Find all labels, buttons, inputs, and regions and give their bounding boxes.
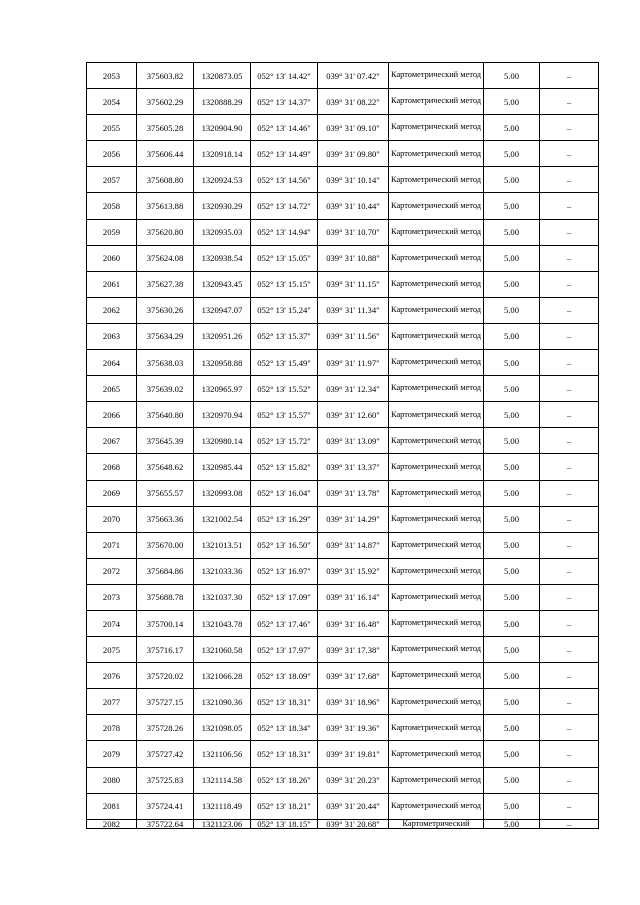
point-number-cell: 2064 [87,350,137,376]
longitude-cell: 039° 31' 13.78" [318,480,389,506]
note-cell: – [540,663,599,689]
latitude-cell: 052° 13' 18.31" [251,741,318,767]
accuracy-cell: 5.00 [484,663,540,689]
coordinates-page [86,62,598,829]
accuracy-cell: 5.00 [484,219,540,245]
longitude-cell: 039° 31' 09.10" [318,115,389,141]
point-number-cell: 2077 [87,689,137,715]
accuracy-cell: 5.00 [484,819,540,828]
point-number-cell: 2061 [87,271,137,297]
latitude-cell: 052° 13' 18.15" [251,819,318,828]
table-row [87,532,599,558]
point-number-cell: 2076 [87,663,137,689]
latitude-cell: 052° 13' 18.31" [251,689,318,715]
accuracy-cell: 5.00 [484,793,540,819]
point-number-cell: 2080 [87,767,137,793]
method-cell: Картометрический метод [389,245,484,271]
latitude-cell: 052° 13' 14.42" [251,63,318,89]
longitude-cell: 039° 31' 20.23" [318,767,389,793]
accuracy-cell: 5.00 [484,297,540,323]
note-cell: – [540,167,599,193]
longitude-cell: 039° 31' 10.44" [318,193,389,219]
latitude-cell: 052° 13' 17.97" [251,637,318,663]
point-number-cell: 2057 [87,167,137,193]
latitude-cell: 052° 13' 18.09" [251,663,318,689]
table-row [87,63,599,89]
latitude-cell: 052° 13' 18.26" [251,767,318,793]
coord-y-cell: 1320958.88 [194,350,251,376]
latitude-cell: 052° 13' 14.46" [251,115,318,141]
coord-y-cell: 1320980.14 [194,428,251,454]
note-cell: – [540,219,599,245]
latitude-cell: 052° 13' 16.97" [251,558,318,584]
note-cell: – [540,610,599,636]
longitude-cell: 039° 31' 08.22" [318,89,389,115]
method-cell: Картометрический метод [389,480,484,506]
coord-x-cell: 375630.26 [137,297,194,323]
note-cell: – [540,715,599,741]
coord-x-cell: 375688.78 [137,584,194,610]
coord-y-cell: 1321037.30 [194,584,251,610]
coord-x-cell: 375725.83 [137,767,194,793]
coord-y-cell: 1320943.45 [194,271,251,297]
note-cell: – [540,245,599,271]
coord-y-cell: 1321013.51 [194,532,251,558]
point-number-cell: 2074 [87,610,137,636]
accuracy-cell: 5.00 [484,89,540,115]
point-number-cell: 2060 [87,245,137,271]
coord-x-cell: 375727.15 [137,689,194,715]
coordinates-table [86,62,599,829]
longitude-cell: 039° 31' 07.42" [318,63,389,89]
table-row [87,793,599,819]
accuracy-cell: 5.00 [484,767,540,793]
latitude-cell: 052° 13' 17.09" [251,584,318,610]
table-row [87,115,599,141]
accuracy-cell: 5.00 [484,193,540,219]
longitude-cell: 039° 31' 13.37" [318,454,389,480]
coord-y-cell: 1321106.56 [194,741,251,767]
longitude-cell: 039° 31' 16.48" [318,610,389,636]
coord-x-cell: 375606.44 [137,141,194,167]
table-row [87,193,599,219]
accuracy-cell: 5.00 [484,689,540,715]
coord-y-cell: 1320938.54 [194,245,251,271]
latitude-cell: 052° 13' 16.50" [251,532,318,558]
coord-x-cell: 375608.80 [137,167,194,193]
note-cell: – [540,584,599,610]
method-cell: Картометрический метод [389,610,484,636]
latitude-cell: 052° 13' 15.72" [251,428,318,454]
point-number-cell: 2055 [87,115,137,141]
note-cell: – [540,637,599,663]
accuracy-cell: 5.00 [484,715,540,741]
accuracy-cell: 5.00 [484,63,540,89]
point-number-cell: 2073 [87,584,137,610]
table-row [87,689,599,715]
note-cell: – [540,63,599,89]
table-row [87,167,599,193]
method-cell: Картометрический метод [389,141,484,167]
table-row [87,741,599,767]
coord-x-cell: 375670.00 [137,532,194,558]
method-cell: Картометрический метод [389,350,484,376]
longitude-cell: 039° 31' 18.96" [318,689,389,715]
latitude-cell: 052° 13' 17.46" [251,610,318,636]
note-cell: – [540,350,599,376]
note-cell: – [540,323,599,349]
coord-y-cell: 1321090.36 [194,689,251,715]
note-cell: – [540,115,599,141]
latitude-cell: 052° 13' 15.49" [251,350,318,376]
latitude-cell: 052° 13' 15.05" [251,245,318,271]
method-cell: Картометрический метод [389,663,484,689]
longitude-cell: 039° 31' 10.88" [318,245,389,271]
accuracy-cell: 5.00 [484,428,540,454]
coord-x-cell: 375613.88 [137,193,194,219]
table-row [87,402,599,428]
coord-x-cell: 375602.29 [137,89,194,115]
note-cell: – [540,558,599,584]
method-cell: Картометрический метод [389,63,484,89]
method-cell: Картометрический метод [389,193,484,219]
accuracy-cell: 5.00 [484,115,540,141]
note-cell: – [540,376,599,402]
table-row [87,637,599,663]
point-number-cell: 2053 [87,63,137,89]
table-row [87,767,599,793]
point-number-cell: 2063 [87,323,137,349]
coord-x-cell: 375700.14 [137,610,194,636]
method-cell: Картометрический метод [389,167,484,193]
coord-y-cell: 1320888.29 [194,89,251,115]
method-cell: Картометрический метод [389,323,484,349]
note-cell: – [540,402,599,428]
latitude-cell: 052° 13' 14.56" [251,167,318,193]
table-row [87,297,599,323]
longitude-cell: 039° 31' 17.68" [318,663,389,689]
accuracy-cell: 5.00 [484,376,540,402]
note-cell: – [540,767,599,793]
accuracy-cell: 5.00 [484,506,540,532]
longitude-cell: 039° 31' 19.36" [318,715,389,741]
accuracy-cell: 5.00 [484,741,540,767]
longitude-cell: 039° 31' 20.44" [318,793,389,819]
longitude-cell: 039° 31' 14.29" [318,506,389,532]
latitude-cell: 052° 13' 15.82" [251,454,318,480]
method-cell: Картометрический метод [389,741,484,767]
longitude-cell: 039° 31' 16.14" [318,584,389,610]
latitude-cell: 052° 13' 15.52" [251,376,318,402]
point-number-cell: 2068 [87,454,137,480]
latitude-cell: 052° 13' 14.72" [251,193,318,219]
point-number-cell: 2066 [87,402,137,428]
coord-x-cell: 375648.62 [137,454,194,480]
table-row [87,480,599,506]
latitude-cell: 052° 13' 14.37" [251,89,318,115]
latitude-cell: 052° 13' 15.24" [251,297,318,323]
coord-x-cell: 375684.86 [137,558,194,584]
longitude-cell: 039° 31' 10.14" [318,167,389,193]
note-cell: – [540,428,599,454]
latitude-cell: 052° 13' 14.49" [251,141,318,167]
coord-x-cell: 375638.03 [137,350,194,376]
coord-x-cell: 375724.41 [137,793,194,819]
method-cell: Картометрический метод [389,89,484,115]
accuracy-cell: 5.00 [484,350,540,376]
latitude-cell: 052° 13' 15.57" [251,402,318,428]
method-cell: Картометрический метод [389,402,484,428]
longitude-cell: 039° 31' 11.15" [318,271,389,297]
method-cell: Картометрический метод [389,532,484,558]
coordinates-table-body [87,63,599,829]
longitude-cell: 039° 31' 10.70" [318,219,389,245]
coord-y-cell: 1320924.53 [194,167,251,193]
longitude-cell: 039° 31' 11.56" [318,323,389,349]
coord-y-cell: 1320904.90 [194,115,251,141]
coord-y-cell: 1321123.06 [194,819,251,828]
longitude-cell: 039° 31' 17.38" [318,637,389,663]
point-number-cell: 2065 [87,376,137,402]
table-row [87,89,599,115]
point-number-cell: 2054 [87,89,137,115]
accuracy-cell: 5.00 [484,402,540,428]
method-cell: Картометрический метод [389,428,484,454]
accuracy-cell: 5.00 [484,584,540,610]
point-number-cell: 2082 [87,819,137,828]
note-cell: – [540,480,599,506]
method-cell: Картометрический метод [389,115,484,141]
coord-y-cell: 1321060.58 [194,637,251,663]
table-row [87,663,599,689]
accuracy-cell: 5.00 [484,532,540,558]
longitude-cell: 039° 31' 19.81" [318,741,389,767]
table-row [87,350,599,376]
point-number-cell: 2071 [87,532,137,558]
method-cell: Картометрический [389,819,484,828]
coord-y-cell: 1320985.44 [194,454,251,480]
table-row [87,245,599,271]
coord-x-cell: 375727.42 [137,741,194,767]
table-row [87,428,599,454]
point-number-cell: 2075 [87,637,137,663]
table-row [87,323,599,349]
table-row [87,271,599,297]
latitude-cell: 052° 13' 14.94" [251,219,318,245]
latitude-cell: 052° 13' 18.34" [251,715,318,741]
method-cell: Картометрический метод [389,271,484,297]
method-cell: Картометрический метод [389,558,484,584]
latitude-cell: 052° 13' 16.29" [251,506,318,532]
coord-x-cell: 375728.26 [137,715,194,741]
note-cell: – [540,89,599,115]
coord-y-cell: 1320951.26 [194,323,251,349]
note-cell: – [540,454,599,480]
longitude-cell: 039° 31' 20.68" [318,819,389,828]
coord-y-cell: 1320947.07 [194,297,251,323]
coord-y-cell: 1321098.05 [194,715,251,741]
accuracy-cell: 5.00 [484,167,540,193]
longitude-cell: 039° 31' 12.34" [318,376,389,402]
accuracy-cell: 5.00 [484,637,540,663]
note-cell: – [540,297,599,323]
coord-x-cell: 375655.57 [137,480,194,506]
table-row [87,376,599,402]
latitude-cell: 052° 13' 15.37" [251,323,318,349]
point-number-cell: 2058 [87,193,137,219]
table-row [87,219,599,245]
coord-x-cell: 375634.29 [137,323,194,349]
note-cell: – [540,193,599,219]
coord-x-cell: 375603.82 [137,63,194,89]
longitude-cell: 039° 31' 09.80" [318,141,389,167]
method-cell: Картометрический метод [389,297,484,323]
method-cell: Картометрический метод [389,376,484,402]
method-cell: Картометрический метод [389,715,484,741]
table-row [87,610,599,636]
method-cell: Картометрический метод [389,219,484,245]
method-cell: Картометрический метод [389,793,484,819]
note-cell: – [540,506,599,532]
coord-x-cell: 375627.38 [137,271,194,297]
longitude-cell: 039° 31' 15.92" [318,558,389,584]
point-number-cell: 2070 [87,506,137,532]
longitude-cell: 039° 31' 11.97" [318,350,389,376]
latitude-cell: 052° 13' 16.04" [251,480,318,506]
note-cell: – [540,141,599,167]
coord-x-cell: 375663.36 [137,506,194,532]
coord-y-cell: 1320930.29 [194,193,251,219]
accuracy-cell: 5.00 [484,141,540,167]
coord-y-cell: 1321002.54 [194,506,251,532]
point-number-cell: 2072 [87,558,137,584]
longitude-cell: 039° 31' 13.09" [318,428,389,454]
table-row [87,141,599,167]
point-number-cell: 2078 [87,715,137,741]
point-number-cell: 2079 [87,741,137,767]
note-cell: – [540,271,599,297]
coord-x-cell: 375639.02 [137,376,194,402]
note-cell: – [540,532,599,558]
method-cell: Картометрический метод [389,767,484,793]
coord-y-cell: 1321114.58 [194,767,251,793]
table-row [87,819,599,828]
method-cell: Картометрический метод [389,454,484,480]
coord-y-cell: 1321033.36 [194,558,251,584]
point-number-cell: 2081 [87,793,137,819]
table-row [87,454,599,480]
note-cell: – [540,741,599,767]
coord-x-cell: 375640.80 [137,402,194,428]
table-row [87,584,599,610]
coord-x-cell: 375716.17 [137,637,194,663]
coord-y-cell: 1321118.49 [194,793,251,819]
coord-y-cell: 1320993.08 [194,480,251,506]
point-number-cell: 2062 [87,297,137,323]
coord-y-cell: 1320935.03 [194,219,251,245]
point-number-cell: 2067 [87,428,137,454]
note-cell: – [540,793,599,819]
accuracy-cell: 5.00 [484,271,540,297]
accuracy-cell: 5.00 [484,558,540,584]
point-number-cell: 2056 [87,141,137,167]
coord-x-cell: 375620.80 [137,219,194,245]
coord-y-cell: 1321066.28 [194,663,251,689]
point-number-cell: 2059 [87,219,137,245]
coord-y-cell: 1320965.97 [194,376,251,402]
coord-x-cell: 375645.39 [137,428,194,454]
latitude-cell: 052° 13' 15.15" [251,271,318,297]
note-cell: – [540,689,599,715]
coord-x-cell: 375624.08 [137,245,194,271]
coord-y-cell: 1320918.14 [194,141,251,167]
accuracy-cell: 5.00 [484,480,540,506]
method-cell: Картометрический метод [389,637,484,663]
method-cell: Картометрический метод [389,584,484,610]
table-row [87,506,599,532]
table-row [87,558,599,584]
coord-y-cell: 1320873.05 [194,63,251,89]
coord-x-cell: 375720.02 [137,663,194,689]
latitude-cell: 052° 13' 18.21" [251,793,318,819]
longitude-cell: 039° 31' 14.87" [318,532,389,558]
point-number-cell: 2069 [87,480,137,506]
table-row [87,715,599,741]
longitude-cell: 039° 31' 12.60" [318,402,389,428]
accuracy-cell: 5.00 [484,323,540,349]
method-cell: Картометрический метод [389,506,484,532]
coord-y-cell: 1320970.94 [194,402,251,428]
accuracy-cell: 5.00 [484,610,540,636]
coord-x-cell: 375605.28 [137,115,194,141]
accuracy-cell: 5.00 [484,245,540,271]
note-cell: – [540,819,599,828]
coord-x-cell: 375722.64 [137,819,194,828]
longitude-cell: 039° 31' 11.34" [318,297,389,323]
coord-y-cell: 1321043.78 [194,610,251,636]
method-cell: Картометрический метод [389,689,484,715]
accuracy-cell: 5.00 [484,454,540,480]
